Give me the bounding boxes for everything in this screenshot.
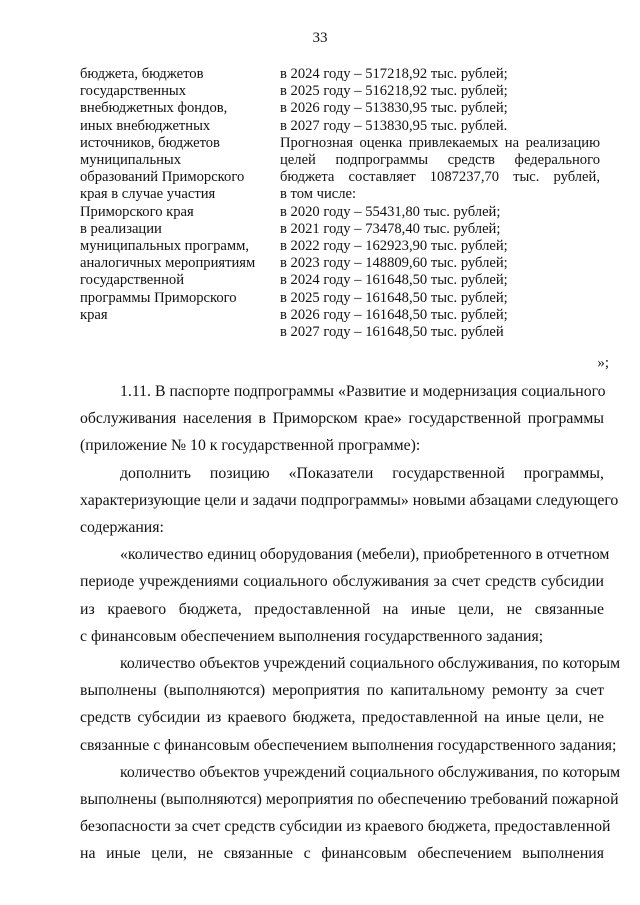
left-column-line: программы Приморского [80,289,237,306]
left-column-line: государственных [80,83,187,100]
left-column-line: в реализации [80,220,162,237]
left-column-line: образований Приморского [80,169,245,186]
left-column-line: иных внебюджетных [80,117,211,134]
page-number: 33 [312,30,328,46]
federal-year-line: в 2025 году – 161648,50 тыс. рублей; [280,289,508,306]
paragraph-line: выполнены (выполняются) мероприятия по капитальному ремонту за счет [80,682,604,700]
amendment-body [80,378,621,868]
federal-year-line: в 2024 году – 161648,50 тыс. рублей; [280,272,508,289]
funding-year-line: в 2024 году – 517218,92 тыс. рублей; [280,66,508,82]
federal-estimate-line: целей подпрограммы средств федерального [280,152,600,169]
paragraph-line: содержания: [80,519,164,537]
left-column-line: Приморского края [80,203,194,220]
paragraph-add-position [80,460,619,542]
left-column-line: муниципальных программ, [80,238,249,255]
paragraph-capital-repair [80,650,621,759]
federal-year-line: в 2023 году – 148809,60 тыс. рублей; [280,255,508,272]
left-column-line: источников, бюджетов [80,134,220,151]
paragraph-line: обслуживания населения в Приморском крае» государственной программы [80,410,604,428]
paragraph-line: характеризующие цели и задачи подпрограммы» новыми абзацами следующего [80,491,619,509]
paragraph-line: 1.11. В паспорте подпрограммы «Развитие и модернизация социального [120,383,606,400]
paragraph-line: средств субсидии из краевого бюджета, предоставленной на иные цели, не [80,709,604,727]
federal-estimate-line: в том числе: [280,186,357,203]
paragraph-line: периоде учреждениями социального обслуживания за счет средств субсидии [80,573,604,591]
left-column-line: края [80,306,108,323]
federal-year-line: в 2022 году – 162923,90 тыс. рублей; [280,238,508,255]
paragraph-line: «количество единиц оборудования (мебели), приобретенного в отчетном [120,546,610,564]
paragraph-line: из краевого бюджета, предоставленной на иные цели, не связанные [80,600,604,618]
paragraph-line: с финансовым обеспечением выполнения государственного задания; [80,627,544,645]
left-column-line: бюджета, бюджетов [80,66,204,82]
federal-year-line: в 2026 году – 161648,50 тыс. рублей; [280,306,508,323]
federal-estimate-line: Прогнозная оценка привлекаемых на реализацию [280,134,600,151]
federal-year-line: в 2020 году – 55431,80 тыс. рублей; [280,203,501,220]
passport-left-column [80,66,270,341]
funding-year-line: в 2026 году – 513830,95 тыс. рублей; [280,100,508,117]
paragraph-equipment-count [80,541,610,650]
paragraph-passport-amendment [80,378,604,460]
left-column-line: государственной [80,272,185,289]
left-column-line: аналогичных мероприятиям [80,255,256,272]
paragraph-fire-safety [80,759,621,868]
paragraph-line: (приложение № 10 к государственной программе): [80,437,421,455]
paragraph-line: выполнены (выполняются) мероприятия по обеспечению требований пожарной [80,791,619,809]
closing-quote: »; [597,355,609,371]
paragraph-line: связанные с финансовым обеспечением выполнения государственного задания; [80,736,617,754]
federal-year-line: в 2021 году – 73478,40 тыс. рублей; [280,220,501,237]
passport-right-column [280,66,600,341]
paragraph-line: количество объектов учреждений социального обслуживания, по которым [120,763,621,781]
funding-year-line: в 2027 году – 513830,95 тыс. рублей. [280,117,508,134]
paragraph-line: безопасности за счет средств субсидии из краевого бюджета, предоставленной [80,818,611,836]
left-column-line: края в случае участия [80,186,216,203]
funding-year-line: в 2025 году – 516218,92 тыс. рублей; [280,83,508,100]
paragraph-line: количество объектов учреждений социального обслуживания, по которым [120,655,621,673]
paragraph-line: на иные цели, не связанные с финансовым обеспечением выполнения [80,845,604,863]
paragraph-line: дополнить позицию «Показатели государственной программы, [120,464,604,482]
federal-year-line: в 2027 году – 161648,50 тыс. рублей [280,324,504,341]
left-column-line: внебюджетных фондов, [80,100,228,117]
left-column-line: муниципальных [80,152,182,169]
passport-table [80,66,600,341]
federal-estimate-line: бюджета составляет 1087237,70 тыс. рублей, [280,169,600,186]
